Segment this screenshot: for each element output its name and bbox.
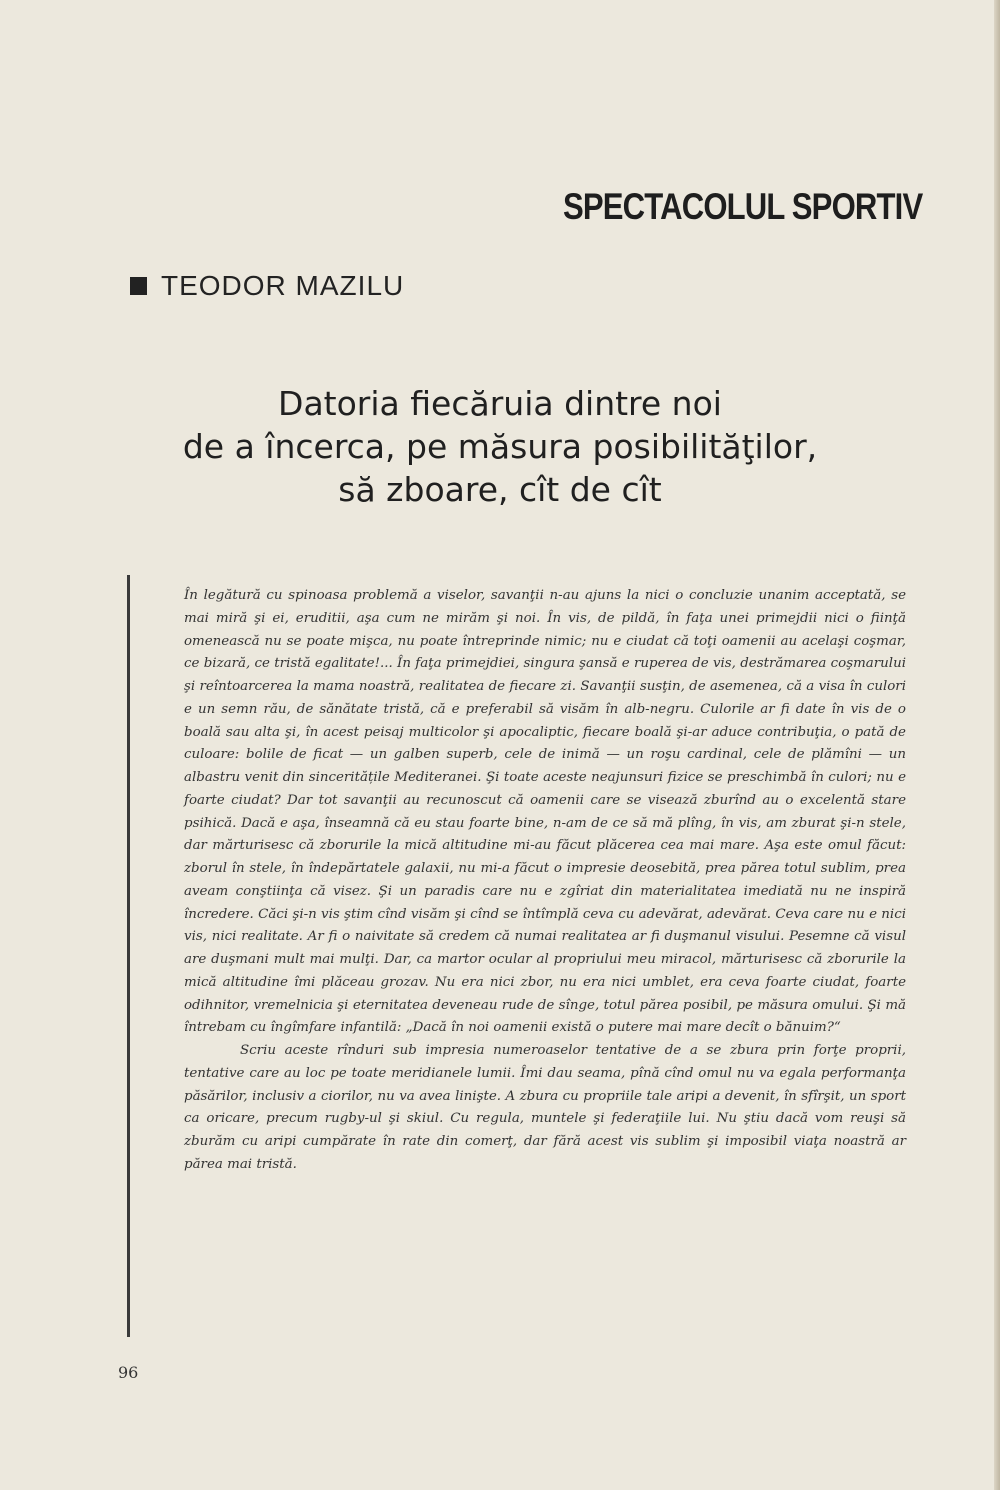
headline-line-2: de a încerca, pe măsura posibilităţilor, — [182, 427, 818, 466]
section-title: SPECTACOLUL SPORTIV — [563, 186, 923, 227]
page-edge-shadow — [994, 0, 1000, 1490]
square-bullet-icon — [130, 277, 147, 295]
author-name: TEODOR MAZILU — [161, 270, 405, 301]
page-number: 96 — [118, 1363, 139, 1382]
paragraph-2: Scriu aceste rînduri sub impresia numeroaselor tentative de a se zbura prin forţe proprii, tentative care au loc pe toate meridianele lumii. Îmi dau seama, pînă cînd omul nu va egala performanţa păsărilor, inclusiv a ciorilor, nu va avea linişte. A zbura cu propriile tale aripi a devenit, în sfîrşit, un sport ca oricare, precum rugby-ul şi skiul. Cu regula, muntele şi federaţiile lui. Nu ştiu dacă vom reuşi să zburăm cu aripi cumpărate în rate din comerţ, dar fără acest vis sublim şi imposibil viaţa noastră ar părea mai tristă. — [184, 1043, 906, 1172]
article-body — [184, 585, 906, 1177]
vertical-rule — [127, 575, 130, 1337]
article-headline — [100, 382, 900, 511]
headline-line-3: să zboare, cît de cît — [338, 470, 662, 509]
headline-line-1: Datoria fiecăruia dintre noi — [278, 384, 722, 423]
author-line — [130, 270, 404, 302]
paragraph-1: În legătură cu spinoasa problemă a viselor, savanţii n-au ajuns la nici o concluzie unanim acceptată, se mai miră şi ei, eruditii, aşa cum ne mirăm şi noi. În vis, de pildă, în faţa unei primejdii nici o fiinţă omenească nu se poate mişca, nu poate întreprinde nimic; nu e ciudat că toţi oamenii au acelaşi coşmar, ce bizară, ce tristă egalitate!... În faţa primejdiei, singura şansă e ruperea de vis, destrămarea coşmarului şi reîntoarcerea la mama noastră, realitatea de fiecare zi. Savanţii susţin, de asemenea, că a visa în culori e un semn rău, de sănătate tristă, că e preferabil să visăm în alb-negru. Culorile ar fi date în vis de o boală sau alta şi, în acest peisaj multicolor şi apocaliptic, fiecare boală şi-ar aduce contribuţia, o pată de culoare: bolile de ficat — un galben superb, cele de inimă — un roşu cardinal, cele de plămîni — un albastru venit din sinceritățile Mediteranei. Şi toate aceste neajunsuri fizice se preschimbă în culori; nu e foarte ciudat? Dar tot savanţii au recunoscut că oamenii care se visează zburînd au o excelentă stare psihică. Dacă e aşa, înseamnă că eu stau foarte bine, n-am de ce să mă plîng, în vis, am zburat şi-n stele, dar mărturisesc că zborurile la mică altitudine mi-au făcut plăcerea cea mai mare. Aşa este omul făcut: zborul în stele, în îndepărtatele galaxii, nu mi-a făcut o impresie deosebită, prea părea totul sublim, prea aveam conştiinţa că visez. Şi un paradis care nu e zgîriat din materialitatea imediată nu ne inspiră încredere. Căci şi-n vis ştim cînd visăm şi cînd se întîmplă ceva cu adevărat, adevărat. Ceva care nu e nici vis, nici realitate. Ar fi o naivitate să credem că numai realitatea ar fi duşmanul visului. Pesemne că visul are duşmani mult mai mulţi. Dar, ca martor ocular al propriului meu miracol, mărturisesc că zborurile la mică altitudine îmi plăceau grozav. Nu era nici zbor, nu era nici umblet, era ceva foarte ciudat, foarte odihnitor, vremelnicia şi eternitatea deveneau rude de sînge, totul părea posibil, pe măsura omului. Şi mă întrebam cu îngîmfare infantilă: „Dacă în noi oamenii există o putere mai mare decît o bănuim?“ — [184, 588, 906, 1036]
